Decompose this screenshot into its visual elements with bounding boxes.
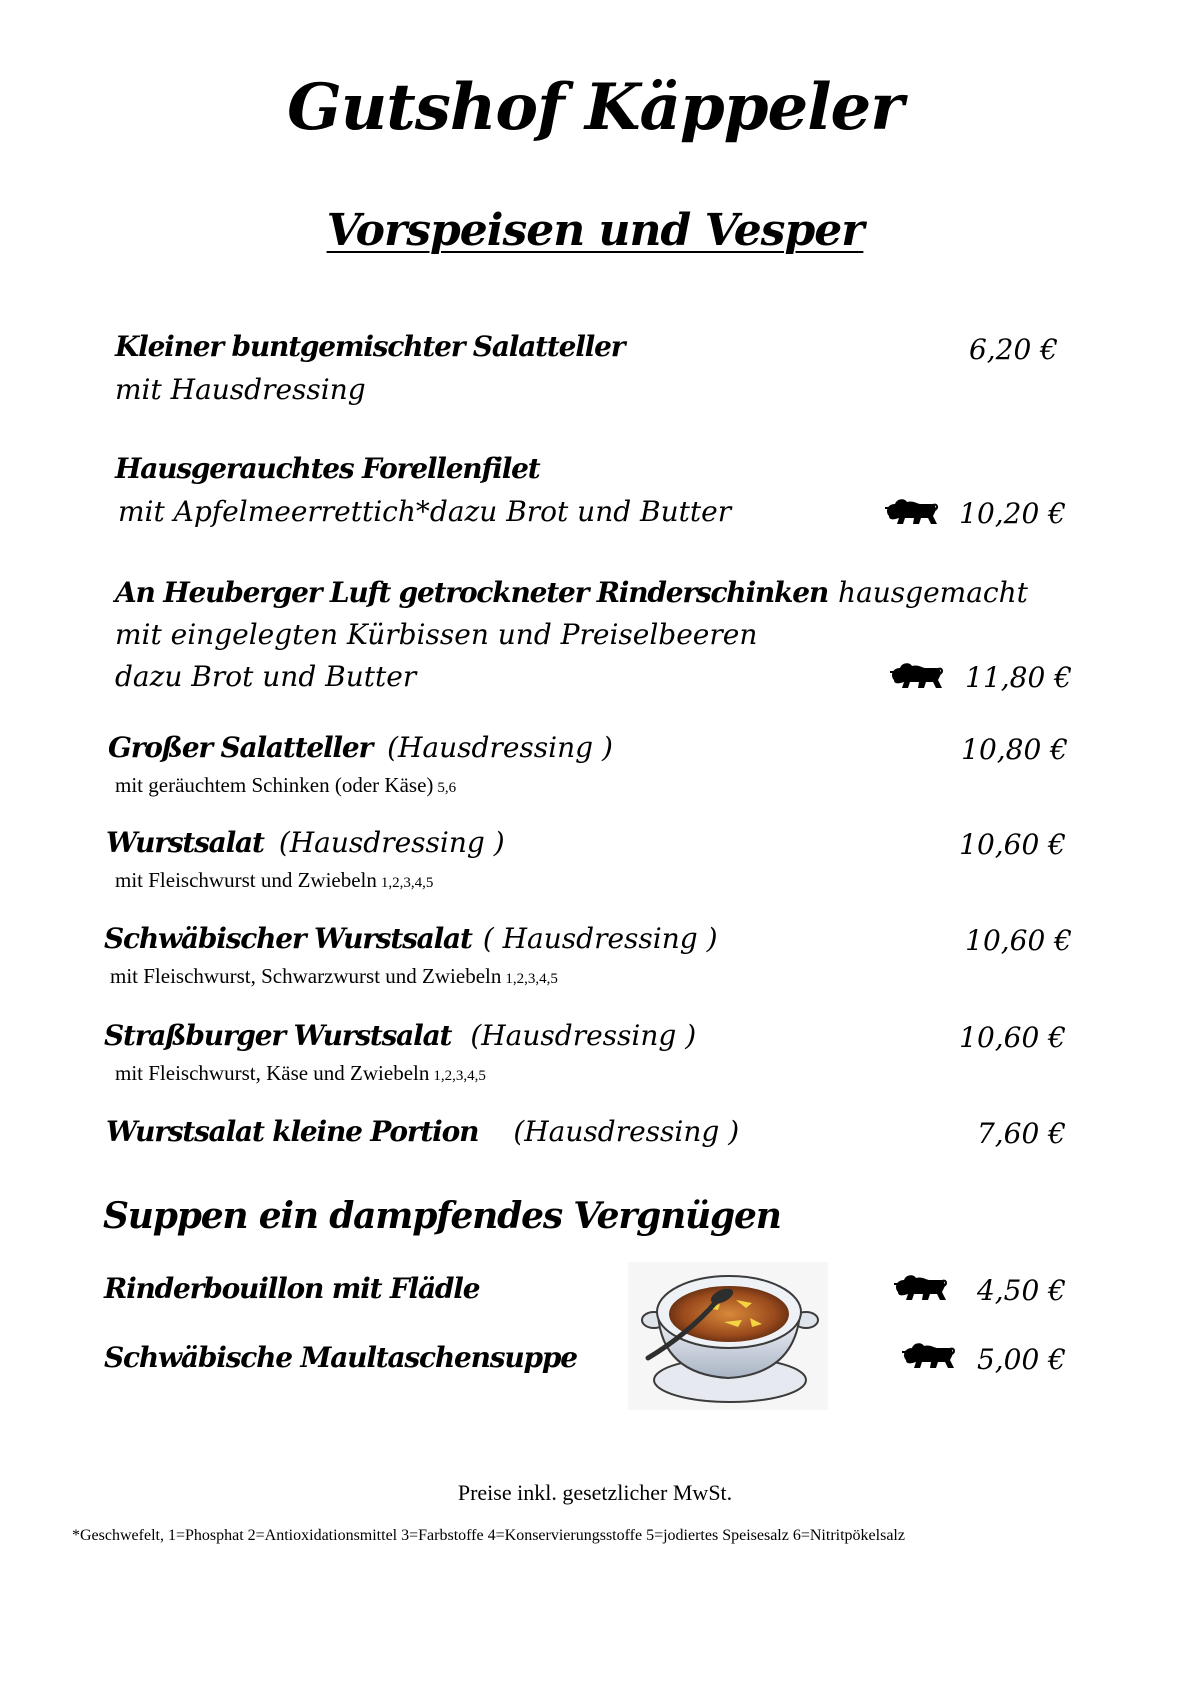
menu-item-desc: mit eingelegten Kürbissen und Preiselbeeren — [115, 618, 758, 651]
menu-item-heading — [104, 922, 718, 955]
menu-item-desc: mit Apfelmeerrettich*dazu Brot und Butter — [118, 495, 732, 528]
menu-item-dressing: (Hausdressing ) — [513, 1115, 740, 1148]
menu-item-note: hausgemacht — [838, 576, 1028, 609]
menu-item-price: 10,60 € — [965, 924, 1072, 957]
menu-item-desc-text: mit Fleischwurst und Zwiebeln — [115, 868, 377, 892]
menu-item-dressing: (Hausdressing ) — [387, 731, 613, 764]
menu-item-price: 10,60 € — [959, 828, 1066, 861]
menu-item-name: An Heuberger Luft getrockneter Rinderschinken — [115, 576, 829, 609]
soups-section-title: Suppen ein dampfendes Vergnügen — [103, 1195, 781, 1237]
menu-item-desc-text: mit geräuchtem Schinken (oder Käse) — [115, 773, 434, 797]
allergen-codes: 1,2,3,4,5 — [380, 875, 434, 891]
menu-item-price: 10,60 € — [959, 1021, 1066, 1054]
soup-item-price: 4,50 € — [976, 1274, 1066, 1307]
menu-item-name: Kleiner buntgemischter Salatteller — [115, 330, 625, 363]
menu-item-dressing: ( Hausdressing ) — [482, 922, 718, 955]
menu-item-name: Wurstsalat kleine Portion — [106, 1115, 479, 1148]
menu-item-name: Wurstsalat — [106, 826, 264, 859]
soup-item-price: 5,00 € — [976, 1343, 1066, 1376]
menu-item-name: Hausgerauchtes Forellenfilet — [115, 452, 540, 485]
restaurant-name: Gutshof Käppeler — [287, 70, 903, 145]
section-title: Vorspeisen und Vesper — [326, 205, 864, 256]
menu-item-desc-text: mit Fleischwurst, Schwarzwurst und Zwiebeln — [110, 964, 502, 988]
menu-item-price: 10,80 € — [961, 733, 1068, 766]
menu-item-price: 6,20 € — [968, 333, 1058, 366]
allergen-codes: 1,2,3,4,5 — [505, 971, 558, 987]
menu-item-name: Großer Salatteller — [108, 731, 372, 764]
menu-item-desc — [115, 868, 433, 893]
menu-item-desc-text: mit Fleischwurst, Käse und Zwiebeln — [115, 1061, 430, 1085]
menu-item-name: Straßburger Wurstsalat — [104, 1019, 452, 1052]
menu-item-name: Schwäbischer Wurstsalat — [104, 922, 472, 955]
allergen-codes: 1,2,3,4,5 — [433, 1068, 486, 1084]
soup-item-name: Schwäbische Maultaschensuppe — [104, 1341, 577, 1374]
menu-item-heading — [106, 1115, 739, 1148]
menu-item-desc: dazu Brot und Butter — [115, 660, 417, 693]
menu-item-heading — [108, 731, 613, 764]
soup-bowl-illustration — [628, 1262, 828, 1410]
menu-item-desc — [115, 1061, 486, 1086]
menu-item-price: 7,60 € — [976, 1117, 1066, 1150]
menu-item-price: 10,20 € — [959, 497, 1066, 530]
allergen-legend: *Geschwefelt, 1=Phosphat 2=Antioxidationsmittel 3=Farbstoffe 4=Konservierungsstoffe 5=jodiertes Speisesalz 6=Nitritpökelsalz — [72, 1527, 905, 1544]
menu-item-heading — [106, 826, 505, 859]
menu-item-dressing: (Hausdressing ) — [278, 826, 505, 859]
menu-item-dressing: (Hausdressing ) — [470, 1019, 697, 1052]
menu-item-desc — [110, 964, 558, 989]
menu-item-price: 11,80 € — [965, 661, 1072, 694]
menu-item-heading — [104, 1019, 696, 1052]
soup-item-name: Rinderbouillon mit Flädle — [104, 1272, 480, 1305]
menu-item-desc — [115, 773, 456, 798]
menu-item-heading — [115, 576, 1028, 609]
allergen-codes: 5,6 — [437, 780, 457, 796]
price-note: Preise inkl. gesetzlicher MwSt. — [457, 1480, 733, 1505]
menu-item-desc: mit Hausdressing — [115, 373, 366, 406]
